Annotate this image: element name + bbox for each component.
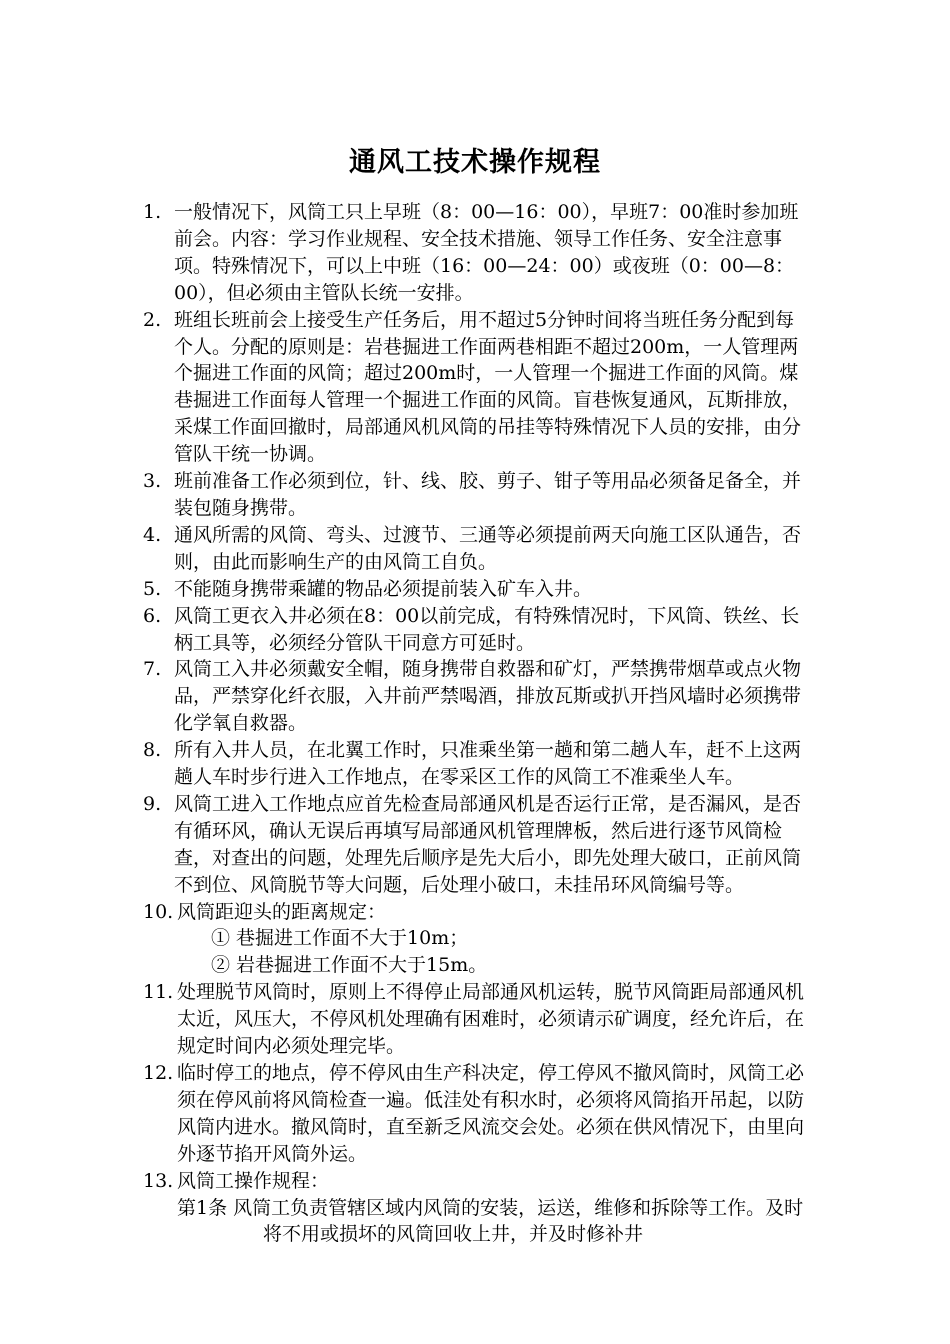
list-item bbox=[143, 656, 813, 737]
item-text: 处理脱节风筒时，原则上不得停止局部通风机运转，脱节风筒距局部通风机太近，风压大，不停风机处理确有困难时，必须请示矿调度，经允许后，在规定时间内必须处理完毕。 bbox=[177, 981, 805, 1058]
item-number: 8. bbox=[143, 739, 162, 762]
item-number: 6. bbox=[143, 604, 162, 627]
item-number: 5. bbox=[143, 577, 162, 600]
item-number: 12. bbox=[143, 1062, 174, 1084]
list-item bbox=[143, 603, 813, 657]
item-text: 通风所需的风筒、弯头、过渡节、三通等必须提前两天向施工区队通告，否则，由此而影响生产的由风筒工自负。 bbox=[174, 523, 802, 573]
item-text: 所有入井人员，在北翼工作时，只准乘坐第一趟和第二趟人车，赶不上这两趟人车时步行进入工作地点，在零采区工作的风筒工不准乘坐人车。 bbox=[174, 739, 802, 789]
list-item-13 bbox=[143, 1168, 813, 1195]
item-number: 10. bbox=[143, 900, 174, 923]
item-number: 1. bbox=[143, 201, 162, 223]
item-number: 2. bbox=[143, 308, 162, 331]
list-item bbox=[143, 979, 813, 1060]
item-text: 风筒工更衣入井必须在8：00以前完成，有特殊情况时，下风筒、铁丝、长柄工具等，必须经分管队干同意方可延时。 bbox=[174, 604, 800, 654]
item-text: 班组长班前会上接受生产任务后，用不超过5分钟时间将当班任务分配到每个人。分配的原则是：岩巷掘进工作面两巷相距不超过200m，一人管理两个掘进工作面的风筒；超过200m时，一人管理一个掘进工作面的风筒。煤巷掘进工作面每人管理一个掘进工作面的风筒。盲巷恢复通风，瓦斯排放，采煤工作面回撤时，局部通风机风筒的吊挂等特殊情况下人员的安排，由分管队干统一协调。 bbox=[174, 308, 802, 466]
item-number: 11. bbox=[143, 981, 174, 1004]
rule-paragraph bbox=[143, 1195, 813, 1249]
item-number: 9. bbox=[143, 792, 162, 815]
sub-item: ① 巷掘进工作面不大于10m； bbox=[211, 927, 469, 950]
item-text: 风筒工操作规程： bbox=[177, 1169, 330, 1192]
item-text: 风筒工进入工作地点应首先检查局部通风机是否运行正常，是否漏风，是否有循环风，确认无误后再填写局部通风机管理牌板，然后进行逐节风筒检查，对查出的问题，处理先后顺序是先大后小，即先处理大破口，正前风筒不到位、风筒脱节等大问题，后处理小破口，未挂吊环风筒编号等。 bbox=[174, 792, 802, 896]
rule-text: 第1条 风筒工负责管辖区域内风筒的安装，运送，维修和拆除等工作。及时将不用或损坏的风筒回收上井，并及时修补井 bbox=[177, 1196, 804, 1246]
item-number: 4. bbox=[143, 523, 162, 546]
list-item bbox=[143, 737, 813, 791]
list-item-10 bbox=[143, 899, 813, 926]
list-item bbox=[143, 1060, 813, 1168]
list-item bbox=[143, 199, 813, 307]
list-item bbox=[143, 468, 813, 522]
item-text: 不能随身携带乘罐的物品必须提前装入矿车入井。 bbox=[174, 577, 593, 600]
item-text: 临时停工的地点，停不停风由生产科决定，停工停风不撤风筒时，风筒工必须在停风前将风筒检查一遍。低洼处有积水时，必须将风筒掐开吊起，以防风筒内进水。撤风筒时，直至新乏风流交会处。必须在供风情况下，由里向外逐节掐开风筒外运。 bbox=[177, 1062, 805, 1165]
list-item bbox=[143, 522, 813, 576]
list-item bbox=[143, 791, 813, 899]
document-body bbox=[143, 199, 813, 1248]
item-text: 风筒工入井必须戴安全帽，随身携带自救器和矿灯，严禁携带烟草或点火物品，严禁穿化纤衣服，入井前严禁喝酒，排放瓦斯或扒开挡风墙时必须携带化学氧自救器。 bbox=[174, 658, 802, 735]
list-item bbox=[143, 307, 813, 468]
document-title: 通风工技术操作规程 bbox=[349, 147, 601, 178]
sub-item: ② 岩巷掘进工作面不大于15m。 bbox=[211, 954, 488, 977]
item-text: 班前准备工作必须到位，针、线、胶、剪子、钳子等用品必须备足备全，并装包随身携带。 bbox=[174, 470, 802, 519]
item-number: 3. bbox=[143, 470, 162, 493]
item-text: 风筒距迎头的距离规定： bbox=[177, 900, 387, 923]
item-text: 一般情况下，风筒工只上早班（8：00—16：00），早班7：00准时参加班前会。内容：学习作业规程、安全技术措施、领导工作任务、安全注意事项。特殊情况下，可以上中班（16：00—24：00）或夜班（0：00—8：00），但必须由主管队长统一安排。 bbox=[174, 201, 799, 304]
item-number: 7. bbox=[143, 658, 162, 681]
item-number: 13. bbox=[143, 1169, 174, 1192]
list-item bbox=[143, 576, 813, 603]
